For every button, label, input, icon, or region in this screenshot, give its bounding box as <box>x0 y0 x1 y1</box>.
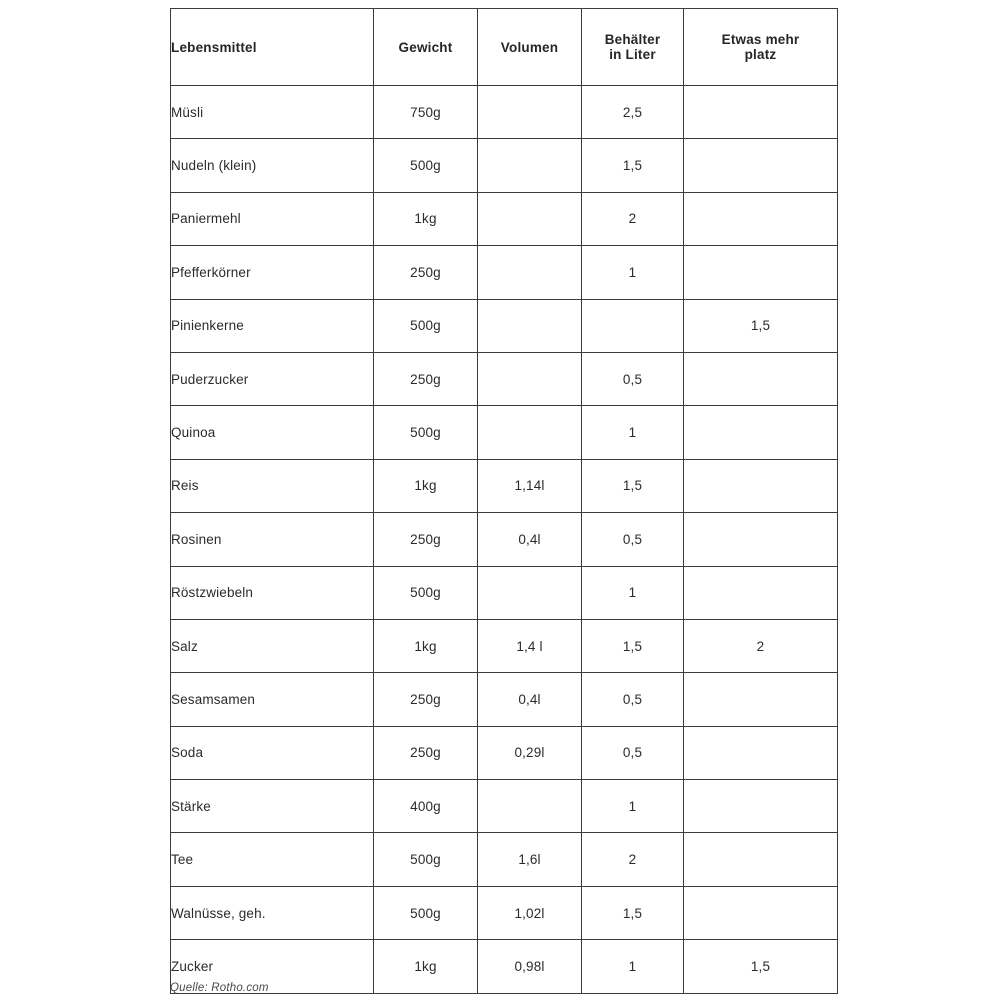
cell-container: 1 <box>582 780 684 833</box>
cell-extra-space <box>684 192 838 245</box>
cell-container: 2,5 <box>582 86 684 139</box>
table-row <box>171 619 838 672</box>
cell-container <box>582 299 684 352</box>
cell-volume: 1,4 l <box>478 619 582 672</box>
table-row <box>171 246 838 299</box>
cell-extra-space: 2 <box>684 619 838 672</box>
table-body <box>171 86 838 994</box>
cell-weight: 400g <box>374 780 478 833</box>
table-row <box>171 780 838 833</box>
cell-volume: 1,6l <box>478 833 582 886</box>
column-header-weight <box>374 9 478 86</box>
cell-extra-space: 1,5 <box>684 940 838 993</box>
table-row <box>171 833 838 886</box>
cell-weight: 1kg <box>374 459 478 512</box>
cell-extra-space <box>684 566 838 619</box>
cell-volume <box>478 780 582 833</box>
cell-food: Puderzucker <box>171 352 374 405</box>
table-row <box>171 726 838 779</box>
cell-weight: 1kg <box>374 192 478 245</box>
cell-extra-space <box>684 352 838 405</box>
cell-weight: 1kg <box>374 940 478 993</box>
cell-food: Quinoa <box>171 406 374 459</box>
cell-extra-space <box>684 406 838 459</box>
column-header-container-label: Behälter <box>604 32 661 47</box>
cell-food: Nudeln (klein) <box>171 139 374 192</box>
table-row <box>171 352 838 405</box>
cell-food: Tee <box>171 833 374 886</box>
cell-food: Müsli <box>171 86 374 139</box>
cell-volume: 0,4l <box>478 513 582 566</box>
cell-container: 1 <box>582 246 684 299</box>
table-row <box>171 566 838 619</box>
column-header-weight-label: Gewicht <box>398 39 453 55</box>
cell-container: 1 <box>582 566 684 619</box>
cell-food: Paniermehl <box>171 192 374 245</box>
cell-weight: 500g <box>374 406 478 459</box>
cell-volume: 1,02l <box>478 886 582 939</box>
cell-food: Walnüsse, geh. <box>171 886 374 939</box>
cell-food: Zucker <box>171 940 374 993</box>
cell-extra-space <box>684 726 838 779</box>
column-header-food-label: Lebensmittel <box>171 39 257 55</box>
cell-container: 2 <box>582 833 684 886</box>
cell-food: Salz <box>171 619 374 672</box>
cell-weight: 500g <box>374 299 478 352</box>
table-row <box>171 513 838 566</box>
cell-volume <box>478 299 582 352</box>
table-header-row <box>171 9 838 86</box>
cell-weight: 250g <box>374 513 478 566</box>
cell-container: 1,5 <box>582 886 684 939</box>
cell-volume: 0,4l <box>478 673 582 726</box>
cell-weight: 500g <box>374 139 478 192</box>
cell-extra-space <box>684 886 838 939</box>
cell-volume <box>478 352 582 405</box>
column-header-food <box>171 9 374 86</box>
table-row <box>171 940 838 993</box>
cell-container: 1,5 <box>582 459 684 512</box>
cell-container: 1,5 <box>582 139 684 192</box>
cell-extra-space <box>684 86 838 139</box>
column-header-extra-space <box>684 9 838 86</box>
cell-weight: 250g <box>374 726 478 779</box>
table-header <box>171 9 838 86</box>
cell-extra-space: 1,5 <box>684 299 838 352</box>
cell-volume <box>478 139 582 192</box>
cell-container: 0,5 <box>582 513 684 566</box>
cell-weight: 250g <box>374 673 478 726</box>
cell-weight: 500g <box>374 833 478 886</box>
table-row <box>171 86 838 139</box>
cell-volume <box>478 566 582 619</box>
cell-weight: 500g <box>374 566 478 619</box>
cell-container: 1 <box>582 406 684 459</box>
cell-extra-space <box>684 673 838 726</box>
cell-container: 0,5 <box>582 726 684 779</box>
cell-container: 0,5 <box>582 673 684 726</box>
cell-extra-space <box>684 833 838 886</box>
cell-weight: 250g <box>374 352 478 405</box>
cell-container: 1,5 <box>582 619 684 672</box>
cell-extra-space <box>684 513 838 566</box>
cell-extra-space <box>684 246 838 299</box>
table-row <box>171 139 838 192</box>
cell-weight: 250g <box>374 246 478 299</box>
column-header-container-label-line2: in Liter <box>609 47 656 62</box>
column-header-extra-space-label: Etwas mehr <box>721 32 800 47</box>
column-header-container <box>582 9 684 86</box>
cell-food: Röstzwiebeln <box>171 566 374 619</box>
cell-weight: 500g <box>374 886 478 939</box>
column-header-extra-space-label-line2: platz <box>744 47 777 62</box>
cell-food: Soda <box>171 726 374 779</box>
cell-volume: 0,98l <box>478 940 582 993</box>
cell-food: Pinienkerne <box>171 299 374 352</box>
table-row <box>171 192 838 245</box>
cell-food: Reis <box>171 459 374 512</box>
cell-volume <box>478 246 582 299</box>
source-name: Rotho.com <box>211 982 269 994</box>
cell-food: Pfefferkörner <box>171 246 374 299</box>
cell-extra-space <box>684 139 838 192</box>
cell-food: Stärke <box>171 780 374 833</box>
cell-extra-space <box>684 459 838 512</box>
cell-container: 0,5 <box>582 352 684 405</box>
source-prefix: Quelle: <box>170 982 212 994</box>
table-row <box>171 299 838 352</box>
cell-food: Rosinen <box>171 513 374 566</box>
cell-volume: 1,14l <box>478 459 582 512</box>
cell-container: 2 <box>582 192 684 245</box>
cell-food: Sesamsamen <box>171 673 374 726</box>
cell-volume: 0,29l <box>478 726 582 779</box>
cell-volume <box>478 86 582 139</box>
table-row <box>171 673 838 726</box>
table-row <box>171 886 838 939</box>
cell-extra-space <box>684 780 838 833</box>
table-row <box>171 459 838 512</box>
cell-volume <box>478 192 582 245</box>
cell-container: 1 <box>582 940 684 993</box>
column-header-volume <box>478 9 582 86</box>
cell-weight: 1kg <box>374 619 478 672</box>
table-row <box>171 406 838 459</box>
food-storage-table <box>170 8 838 994</box>
cell-weight: 750g <box>374 86 478 139</box>
source-caption <box>170 982 269 994</box>
column-header-volume-label: Volumen <box>500 39 559 55</box>
cell-volume <box>478 406 582 459</box>
